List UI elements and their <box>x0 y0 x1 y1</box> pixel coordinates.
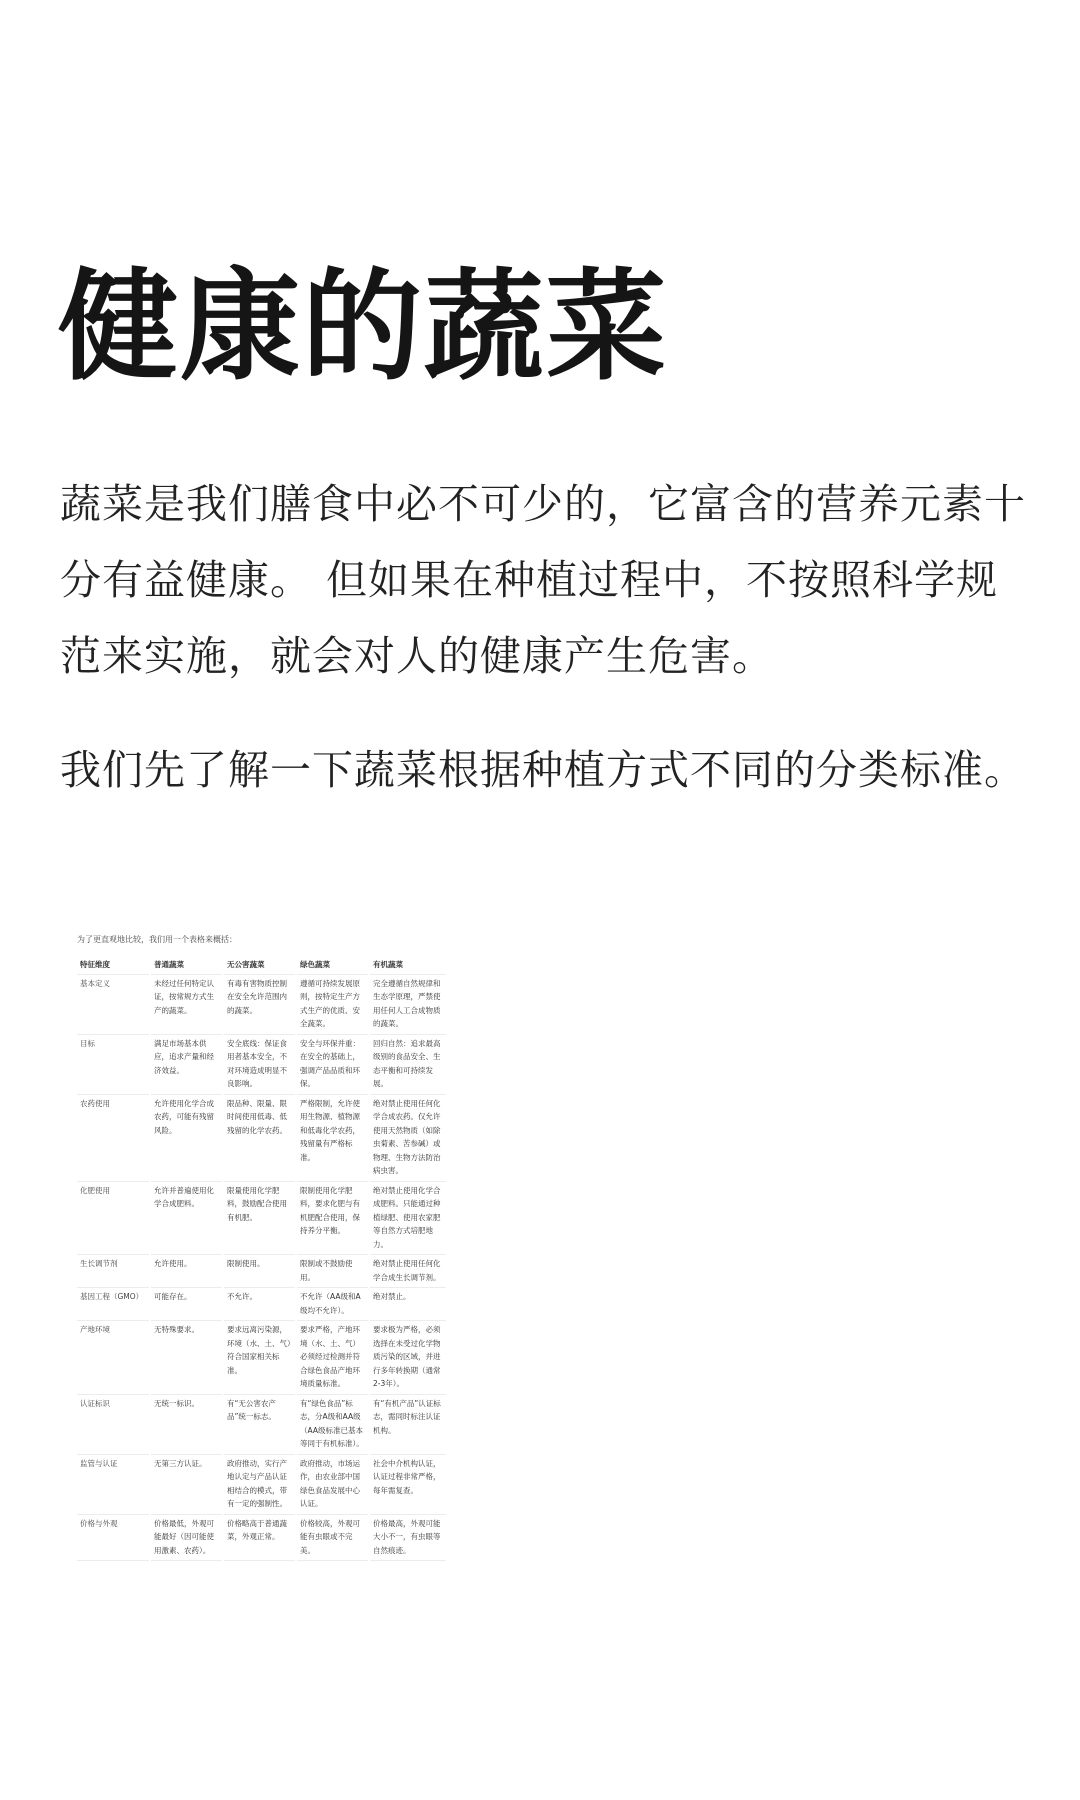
table-cell: 社会中介机构认证，认证过程非常严格，每年需复查。 <box>369 1454 447 1514</box>
table-cell: 基本定义 <box>77 974 150 1034</box>
table-cell: 绝对禁止使用化学合成肥料。只能通过种植绿肥、使用农家肥等自然方式培肥地力。 <box>369 1181 447 1255</box>
table-cell: 有“有机产品”认证标志，需同时标注认证机构。 <box>369 1394 447 1454</box>
table-row <box>77 1181 447 1255</box>
table-cell: 满足市场基本供应，追求产量和经济效益。 <box>150 1034 223 1094</box>
comparison-table <box>77 957 447 1561</box>
classification-paragraph: 我们先了解一下蔬菜根据种植方式不同的分类标准。 <box>60 746 1026 794</box>
table-cell: 无统一标识。 <box>150 1394 223 1454</box>
page-title: 健康的蔬菜 <box>58 258 668 397</box>
table-cell: 允许使用化学合成农药，可能有残留风险。 <box>150 1094 223 1181</box>
table-row <box>77 1454 447 1514</box>
table-header-cell: 绿色蔬菜 <box>296 957 369 974</box>
table-cell: 有“绿色食品”标志，分A级和AA级（AA级标准已基本等同于有机标准）。 <box>296 1394 369 1454</box>
table-cell: 政府推动，实行产地认定与产品认证相结合的模式，带有一定的强制性。 <box>223 1454 296 1514</box>
table-cell: 绝对禁止。 <box>369 1288 447 1321</box>
table-header-cell: 有机蔬菜 <box>369 957 447 974</box>
table-cell: 安全底线：保证食用者基本安全，不对环境造成明显不良影响。 <box>223 1034 296 1094</box>
table-cell: 目标 <box>77 1034 150 1094</box>
table-cell: 价格最低，外观可能最好（因可能使用激素、农药）。 <box>150 1514 223 1561</box>
table-cell: 不允许。 <box>223 1288 296 1321</box>
table-cell: 政府推动，市场运作，由农业部中国绿色食品发展中心认证。 <box>296 1454 369 1514</box>
table-cell: 产地环境 <box>77 1321 150 1395</box>
table-cell: 价格较高，外观可能有虫眼或不完美。 <box>296 1514 369 1561</box>
table-row <box>77 1321 447 1395</box>
comparison-table-image <box>77 935 447 1715</box>
table-row <box>77 1034 447 1094</box>
table-cell: 绝对禁止使用任何化学合成生长调节剂。 <box>369 1255 447 1288</box>
table-cell: 农药使用 <box>77 1094 150 1181</box>
table-row <box>77 1514 447 1561</box>
table-caption: 为了更直观地比较，我们用一个表格来概括： <box>77 935 237 944</box>
table-cell: 认证标识 <box>77 1394 150 1454</box>
table-cell: 监管与认证 <box>77 1454 150 1514</box>
table-cell: 限制使用。 <box>223 1255 296 1288</box>
table-header-cell: 无公害蔬菜 <box>223 957 296 974</box>
table-cell: 允许使用。 <box>150 1255 223 1288</box>
table-cell: 绝对禁止使用任何化学合成农药。仅允许使用天然物质（如除虫菊素、苦参碱）或物理、生物方法防治病虫害。 <box>369 1094 447 1181</box>
table-cell: 回归自然：追求最高级别的食品安全、生态平衡和可持续发展。 <box>369 1034 447 1094</box>
table-cell: 允许并普遍使用化学合成肥料。 <box>150 1181 223 1255</box>
table-cell: 无特殊要求。 <box>150 1321 223 1395</box>
table-cell: 化肥使用 <box>77 1181 150 1255</box>
table-cell: 严格限制，允许使用生物源、植物源和低毒化学农药，残留量有严格标准。 <box>296 1094 369 1181</box>
table-row <box>77 1288 447 1321</box>
table-cell: 不允许（AA级和A级均不允许）。 <box>296 1288 369 1321</box>
table-cell: 限品种、限量、限时间使用低毒、低残留的化学农药。 <box>223 1094 296 1181</box>
table-cell: 价格略高于普通蔬菜，外观正常。 <box>223 1514 296 1561</box>
table-cell: 限制使用化学肥料，要求化肥与有机肥配合使用，保持养分平衡。 <box>296 1181 369 1255</box>
table-cell: 价格与外观 <box>77 1514 150 1561</box>
table-cell: 未经过任何特定认证，按常规方式生产的蔬菜。 <box>150 974 223 1034</box>
table-cell: 可能存在。 <box>150 1288 223 1321</box>
table-row <box>77 1094 447 1181</box>
table-cell: 安全与环保并重：在安全的基础上，强调产品品质和环保。 <box>296 1034 369 1094</box>
table-cell: 限量使用化学肥料，鼓励配合使用有机肥。 <box>223 1181 296 1255</box>
table-cell: 遵循可持续发展原则，按特定生产方式生产的优质、安全蔬菜。 <box>296 974 369 1034</box>
table-cell: 限制或不鼓励使用。 <box>296 1255 369 1288</box>
table-header-cell: 特征维度 <box>77 957 150 974</box>
table-header-cell: 普通蔬菜 <box>150 957 223 974</box>
table-row <box>77 1394 447 1454</box>
table-row <box>77 974 447 1034</box>
table-row <box>77 1255 447 1288</box>
intro-paragraph: 蔬菜是我们膳食中必不可少的，它富含的营养元素十分有益健康。 但如果在种植过程中，不按照科学规范来实施，就会对人的健康产生危害。 <box>60 480 1026 680</box>
table-cell: 有“无公害农产品”统一标志。 <box>223 1394 296 1454</box>
table-cell: 价格最高，外观可能大小不一，有虫眼等自然痕迹。 <box>369 1514 447 1561</box>
table-cell: 要求极为严格，必须选择在未受过化学物质污染的区域，并进行多年转换期（通常2-3年）。 <box>369 1321 447 1395</box>
table-cell: 要求严格，产地环境（水、土、气）必须经过检测并符合绿色食品产地环境质量标准。 <box>296 1321 369 1395</box>
table-cell: 要求远离污染源，环境（水、土、气）符合国家相关标准。 <box>223 1321 296 1395</box>
table-cell: 生长调节剂 <box>77 1255 150 1288</box>
table-cell: 基因工程（GMO） <box>77 1288 150 1321</box>
table-header-row <box>77 957 447 974</box>
table-cell: 无第三方认证。 <box>150 1454 223 1514</box>
table-cell: 完全遵循自然规律和生态学原理，严禁使用任何人工合成物质的蔬菜。 <box>369 974 447 1034</box>
table-cell: 有毒有害物质控制在安全允许范围内的蔬菜。 <box>223 974 296 1034</box>
